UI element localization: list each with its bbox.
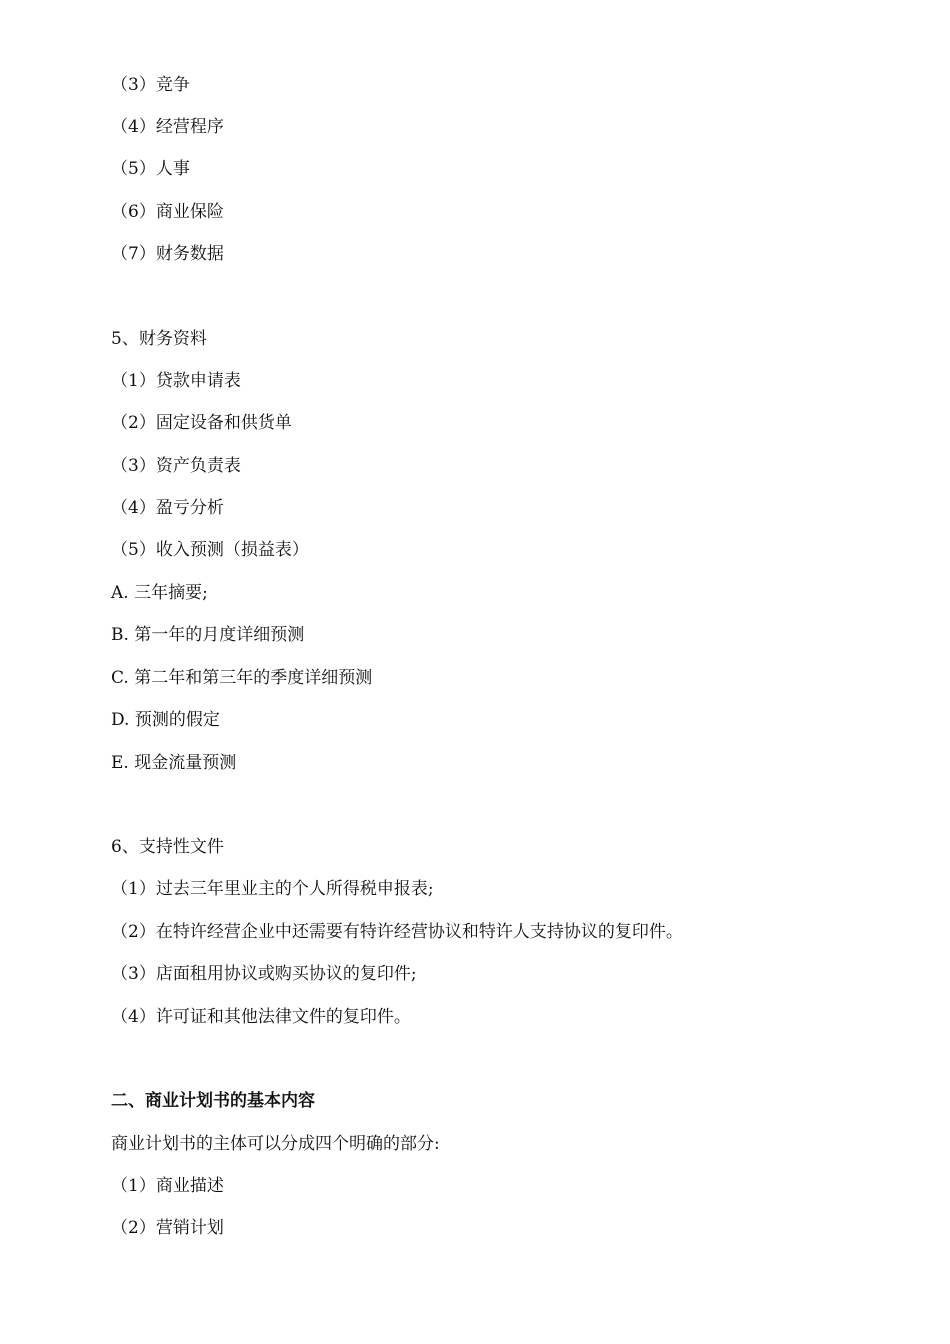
chapter-heading-basic-content: 二、商业计划书的基本内容 — [111, 1091, 315, 1111]
list-item-balance-sheet: （3）资产负责表 — [111, 456, 241, 476]
list-item-lease-agreement: （3）店面租用协议或购买协议的复印件; — [111, 964, 417, 984]
list-item-franchise-agreements: （2）在特许经营企业中还需要有特许经营协议和特许人支持协议的复印件。 — [111, 922, 683, 942]
list-item-business-description: （1）商业描述 — [111, 1176, 224, 1196]
list-item-cash-flow-forecast: E. 现金流量预测 — [111, 753, 237, 773]
list-item-profit-loss-analysis: （4）盈亏分析 — [111, 498, 224, 518]
section-heading-financial-materials: 5、财务资料 — [111, 329, 207, 349]
list-item-licenses: （4）许可证和其他法律文件的复印件。 — [111, 1007, 411, 1027]
list-item-loan-application: （1）贷款申请表 — [111, 371, 241, 391]
list-item-competition: （3）竞争 — [111, 75, 190, 95]
list-item-quarterly-forecast: C. 第二年和第三年的季度详细预测 — [111, 668, 373, 688]
list-item-business-insurance: （6）商业保险 — [111, 202, 224, 222]
list-item-fixed-equipment: （2）固定设备和供货单 — [111, 413, 292, 433]
list-item-tax-returns: （1）过去三年里业主的个人所得税申报表; — [111, 879, 434, 899]
list-item-forecast-assumptions: D. 预测的假定 — [111, 710, 220, 730]
list-item-three-year-summary: A. 三年摘要; — [111, 583, 208, 603]
list-item-income-forecast: （5）收入预测（损益表） — [111, 540, 309, 560]
list-item-marketing-plan: （2）营销计划 — [111, 1218, 224, 1238]
list-item-personnel: （5）人事 — [111, 159, 190, 179]
list-item-financial-data: （7）财务数据 — [111, 244, 224, 264]
paragraph-intro: 商业计划书的主体可以分成四个明确的部分: — [111, 1134, 440, 1154]
list-item-monthly-forecast: B. 第一年的月度详细预测 — [111, 625, 305, 645]
list-item-operating-procedures: （4）经营程序 — [111, 117, 224, 137]
section-heading-supporting-documents: 6、支持性文件 — [111, 837, 224, 857]
